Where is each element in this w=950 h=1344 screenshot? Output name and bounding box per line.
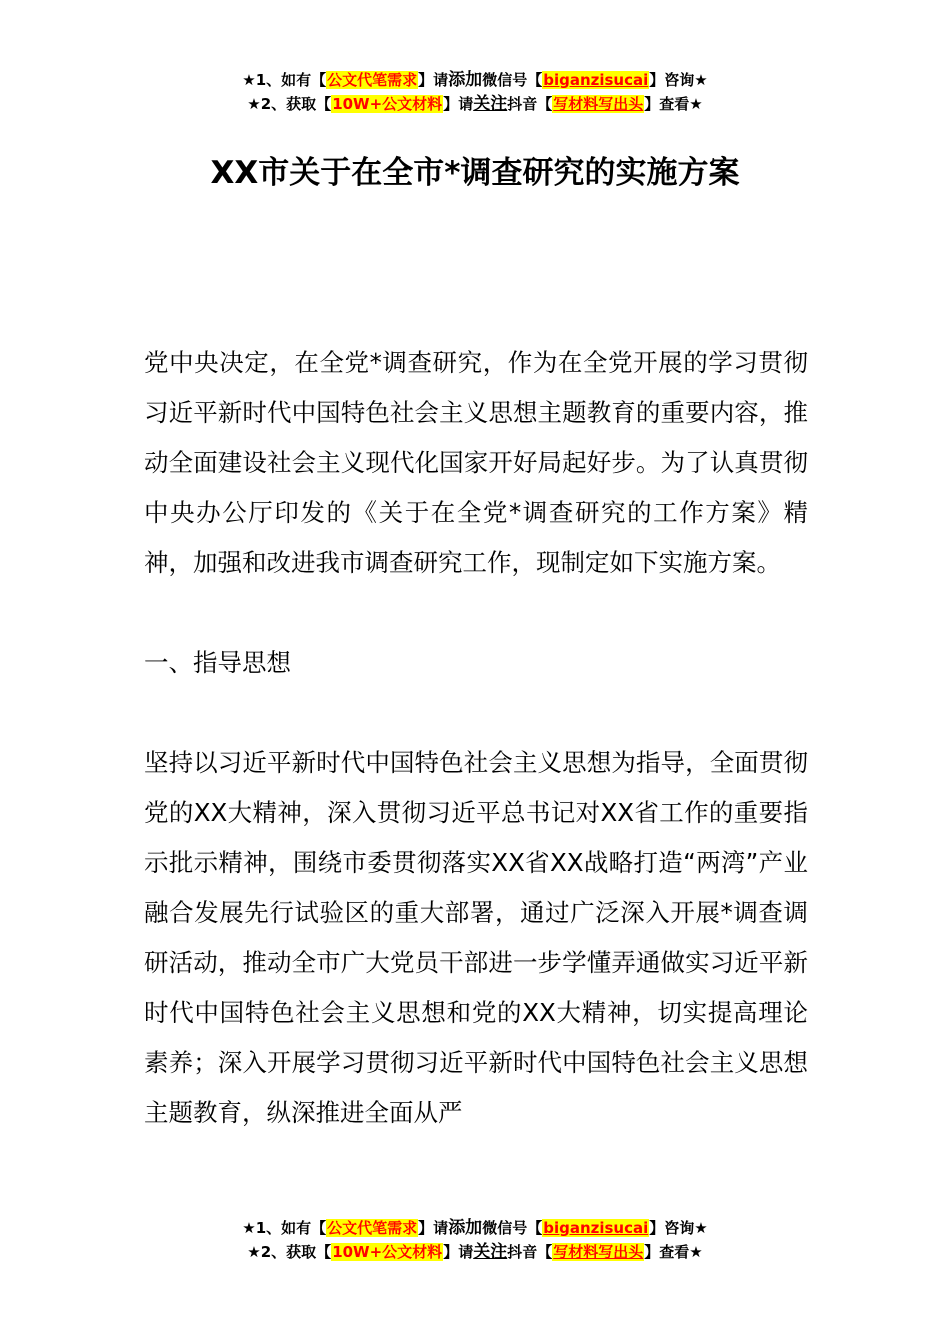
footer-banner (0, 1216, 950, 1264)
header-banner-line-1 (0, 68, 950, 92)
banner-text: ★1、如有【 (242, 71, 327, 89)
banner-text: 抖音【 (507, 95, 553, 113)
ghostwriting-highlight: 公文代笔需求 (327, 71, 418, 89)
banner-text: 】查看★ (644, 1243, 703, 1261)
banner-text: 】请 (443, 1243, 474, 1261)
douyin-account-link[interactable]: 写材料写出头 (553, 1243, 644, 1261)
footer-banner-line-2 (0, 1240, 950, 1264)
douyin-account-link[interactable]: 写材料写出头 (553, 95, 644, 113)
header-banner-line-2 (0, 92, 950, 116)
banner-text: 】请 (443, 95, 474, 113)
banner-text: 】查看★ (644, 95, 703, 113)
document-body (144, 338, 808, 1138)
follow-emphasis: 关注 (473, 1242, 508, 1262)
banner-text: 微信号【 (482, 71, 543, 89)
header-banner (0, 68, 950, 116)
banner-text: ★2、获取【 (247, 1243, 332, 1261)
banner-text: 】咨询★ (649, 71, 708, 89)
follow-emphasis: 关注 (473, 94, 508, 114)
ghostwriting-highlight: 公文代笔需求 (327, 1219, 418, 1237)
footer-banner-line-1 (0, 1216, 950, 1240)
banner-text: ★2、获取【 (247, 95, 332, 113)
banner-text: 】请 (418, 1219, 449, 1237)
materials-highlight: 10W+公文材料 (332, 1243, 443, 1261)
add-emphasis: 添加 (448, 1218, 483, 1238)
wechat-id-link[interactable]: biganzisucai (543, 1219, 649, 1237)
guiding-ideology-paragraph: 坚持以习近平新时代中国特色社会主义思想为指导，全面贯彻党的XX大精神，深入贯彻习近平总书记对XX省工作的重要指示批示精神，围绕市委贯彻落实XX省XX战略打造“两湾”产业融合发展先行试验区的重大部署，通过广泛深入开展*调查调研活动，推动全市广大党员干部进一步学懂弄通做实习近平新时代中国特色社会主义思想和党的XX大精神，切实提高理论素养；深入开展学习贯彻习近平新时代中国特色社会主义思想主题教育，纵深推进全面从严 (144, 748, 808, 1127)
banner-text: 微信号【 (482, 1219, 543, 1237)
document-title: XX市关于在全市*调查研究的实施方案 (210, 155, 740, 191)
banner-text: 】咨询★ (649, 1219, 708, 1237)
intro-paragraph: 党中央决定，在全党*调查研究，作为在全党开展的学习贯彻习近平新时代中国特色社会主义思想主题教育的重要内容，推动全面建设社会主义现代化国家开好局起好步。为了认真贯彻中央办公厅印发的《关于在全党*调查研究的工作方案》精神，加强和改进我市调查研究工作，现制定如下实施方案。 (144, 348, 808, 577)
section-heading-guiding-ideology: 一、指导思想 (144, 648, 291, 677)
banner-text: 】请 (418, 71, 449, 89)
banner-text: 抖音【 (507, 1243, 553, 1261)
wechat-id-link[interactable]: biganzisucai (543, 71, 649, 89)
banner-text: ★1、如有【 (242, 1219, 327, 1237)
add-emphasis: 添加 (448, 70, 483, 90)
materials-highlight: 10W+公文材料 (332, 95, 443, 113)
